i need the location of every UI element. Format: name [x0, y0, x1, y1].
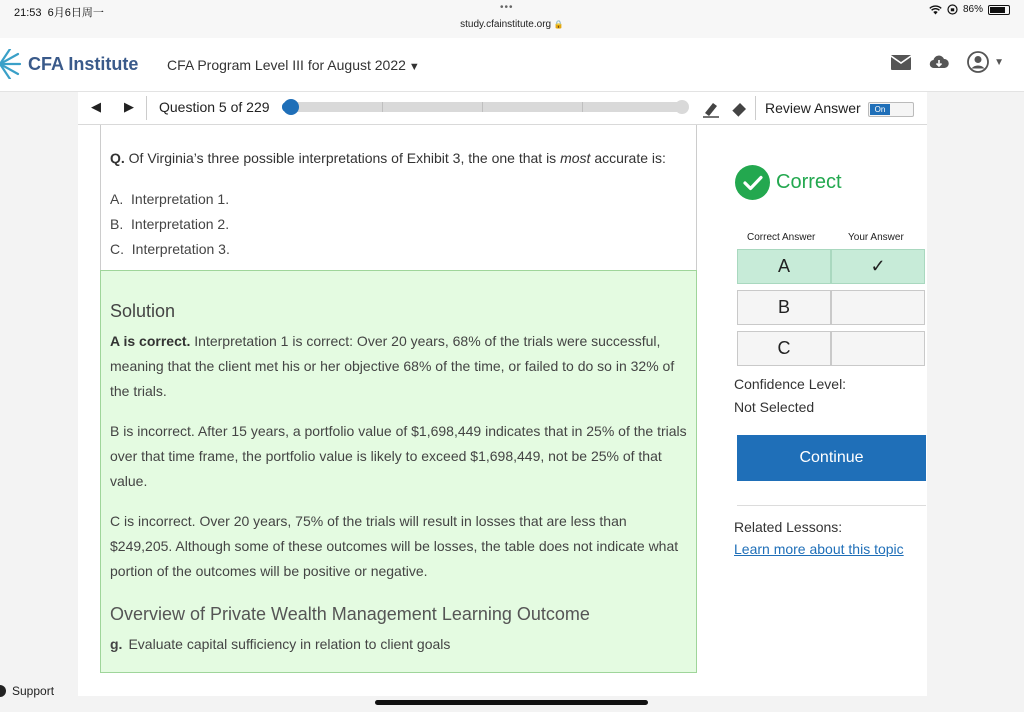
question-panel — [100, 125, 697, 270]
review-answer-toggle[interactable] — [868, 102, 914, 117]
progress-tick — [482, 102, 483, 112]
previous-question-button[interactable]: ◀ — [91, 99, 101, 114]
support-button[interactable]: Support — [0, 684, 54, 698]
toolbar-divider — [755, 96, 756, 120]
battery-icon — [988, 5, 1010, 15]
side-divider — [737, 505, 926, 506]
your-answer-header: Your Answer — [848, 232, 904, 243]
caret-down-icon: ▼ — [408, 61, 420, 73]
your-answer-cell — [831, 331, 925, 366]
your-answer-cell — [831, 290, 925, 325]
related-lesson-link[interactable]: Learn more about this topic — [734, 541, 904, 557]
confidence-value: Not Selected — [734, 399, 815, 415]
chevron-down-icon: ▼ — [994, 56, 1004, 68]
question-text: Q. Of Virginia’s three possible interpretations of Exhibit 3, the one that is most accurate is: — [110, 150, 666, 166]
overview-title: Overview of Private Wealth Management Learning Outcome — [110, 604, 590, 624]
progress-tick — [582, 102, 583, 112]
question-toolbar — [78, 92, 927, 125]
solution-paragraph-c: C is incorrect. Over 20 years, 75% of the trials will result in losses that are less than $249,205. Although some of these outcomes will be losses, the table does not indicate what portion of the outcomes will be positive or negative. — [110, 513, 679, 579]
logo-text: CFA Institute — [28, 53, 139, 74]
solution-panel — [100, 270, 697, 673]
user-menu[interactable] — [967, 51, 1004, 73]
related-lessons-label: Related Lessons: — [734, 519, 843, 535]
cloud-download-icon[interactable] — [929, 54, 949, 70]
question-page — [78, 92, 927, 696]
check-circle-icon — [735, 165, 770, 200]
next-question-button[interactable]: ▶ — [124, 99, 134, 114]
progress-tick — [382, 102, 383, 112]
orientation-lock-icon — [947, 4, 958, 15]
solution-title: Solution — [110, 301, 176, 321]
wifi-icon — [929, 5, 942, 15]
toolbar-divider — [146, 96, 147, 120]
home-indicator[interactable] — [375, 700, 648, 705]
correct-answer-header: Correct Answer — [747, 232, 816, 243]
result-badge — [735, 165, 842, 200]
progress-end-marker — [675, 100, 689, 114]
lock-icon: 🔒 — [553, 20, 564, 29]
answer-cell: B — [737, 290, 831, 325]
learning-outcome: g. Evaluate capital sufficiency in relation to client goals — [110, 636, 451, 652]
mail-icon[interactable] — [891, 55, 911, 70]
support-tab-icon — [0, 685, 6, 697]
answer-choice-a[interactable]: A. Interpretation 1. — [110, 191, 230, 207]
result-text: Correct — [776, 171, 842, 193]
url-bar[interactable]: study.cfainstitute.org 🔒 — [460, 19, 564, 30]
toggle-on-label: On — [870, 104, 890, 115]
your-answer-cell: ✓ — [831, 249, 925, 284]
cfa-logo[interactable] — [0, 49, 138, 79]
status-bar — [0, 0, 1024, 38]
eraser-icon[interactable] — [730, 100, 748, 118]
header-icons — [891, 51, 1004, 73]
progress-knob[interactable] — [283, 99, 299, 115]
question-counter: Question 5 of 229 — [159, 99, 270, 115]
answer-choice-c[interactable]: C. Interpretation 3. — [110, 241, 230, 257]
battery-percent: 86% — [962, 4, 983, 15]
confidence-label: Confidence Level: — [734, 376, 847, 392]
status-time: 21:53 6月6日周一 — [14, 7, 104, 19]
continue-button[interactable]: Continue — [737, 435, 926, 481]
solution-paragraph-b: B is incorrect. After 15 years, a portfolio value of $1,698,449 indicates that in 25% of the trials over that time frame, the portfolio value is likely to exceed $1,698,449, not be 25% of that value. — [110, 423, 687, 489]
multitasking-dots-icon[interactable]: ••• — [500, 2, 514, 13]
review-answer-label: Review Answer — [765, 100, 861, 116]
answer-choice-b[interactable]: B. Interpretation 2. — [110, 216, 230, 232]
status-icons — [929, 4, 1010, 15]
answer-cell: C — [737, 331, 831, 366]
cfa-logo-icon — [0, 49, 22, 79]
user-avatar-icon — [967, 51, 989, 73]
program-selector[interactable]: CFA Program Level III for August 2022 ▼ — [167, 57, 420, 73]
answer-side-panel — [734, 125, 927, 696]
highlighter-icon[interactable] — [702, 100, 720, 118]
question-progress-bar[interactable] — [282, 102, 686, 112]
correct-answer-cell: A — [737, 249, 831, 284]
app-header — [0, 38, 1024, 92]
solution-paragraph-a: A is correct. Interpretation 1 is correct: Over 20 years, 68% of the trials were successful, meaning that the client met his or her objective 68% of the time, or failed to do so in 32% of the trials. — [110, 333, 675, 399]
